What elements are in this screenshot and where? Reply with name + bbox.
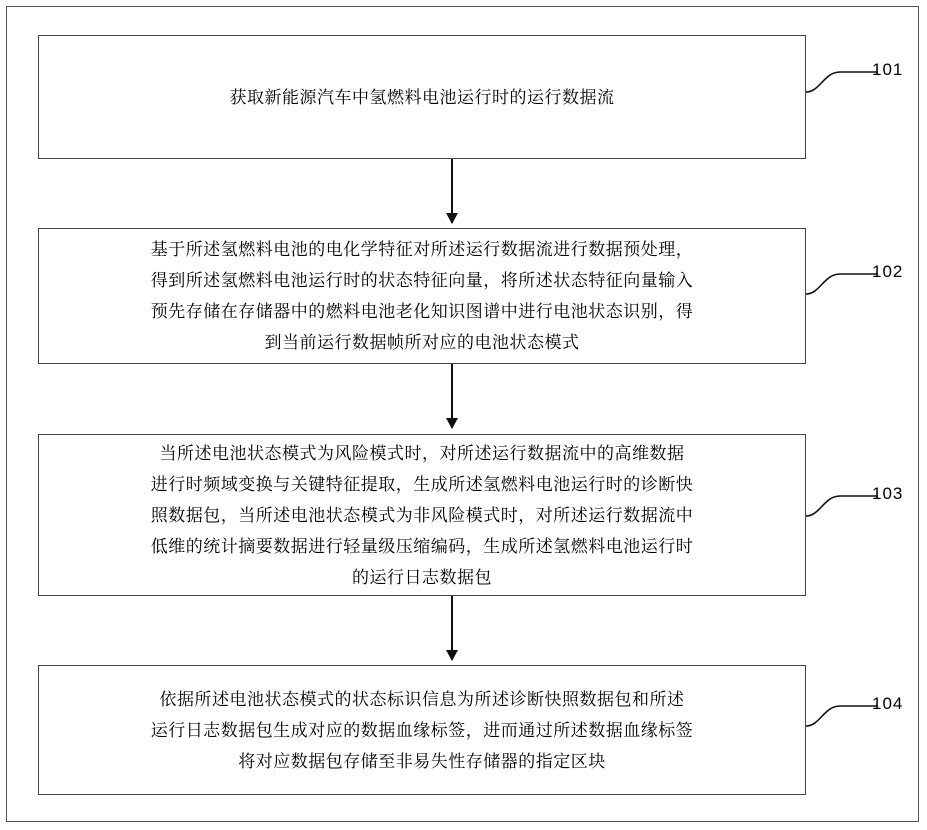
leader-line-104	[806, 700, 878, 726]
flow-step-104	[38, 665, 806, 795]
flow-step-102-text: 基于所述氢燃料电池的电化学特征对所述运行数据流进行数据预处理， 得到所述氢燃料电池运行时的状态特征向量，将所述状态特征向量输入 预先存储在存储器中的燃料电池老化知识图谱中进行电池状态识别，得 到当前运行数据帧所对应的电池状态模式	[150, 240, 694, 352]
flow-step-103-text: 当所述电池状态模式为风险模式时，对所述运行数据流中的高维数据 进行时频域变换与关键特征提取，生成所述氢燃料电池运行时的诊断快 照数据包，当所述电池状态模式为非风险模式时，对所述运行数据流中 低维的统计摘要数据进行轻量级压缩编码，生成所述氢燃料电池运行时 的运行日志数据包	[150, 443, 694, 587]
flow-step-101	[38, 35, 806, 159]
leader-line-103	[806, 490, 878, 516]
step-number-103: 103	[872, 484, 904, 503]
leader-line-102	[806, 268, 878, 294]
leader-line-101	[806, 66, 878, 92]
flow-step-101-text: 获取新能源汽车中氢燃料电池运行时的运行数据流	[229, 87, 615, 107]
connector-101-102	[451, 159, 453, 223]
flow-step-104-text: 依据所述电池状态模式的状态标识信息为所述诊断快照数据包和所述 运行日志数据包生成对应的数据血缘标签，进而通过所述数据血缘标签 将对应数据包存储至非易失性存储器的指定区块	[150, 689, 694, 771]
connector-103-104	[451, 596, 453, 660]
step-number-104: 104	[872, 694, 904, 713]
connector-102-103	[451, 364, 453, 428]
flow-step-103	[38, 434, 806, 596]
step-number-101: 101	[872, 60, 904, 79]
step-number-102: 102	[872, 262, 904, 281]
flow-step-102	[38, 228, 806, 364]
